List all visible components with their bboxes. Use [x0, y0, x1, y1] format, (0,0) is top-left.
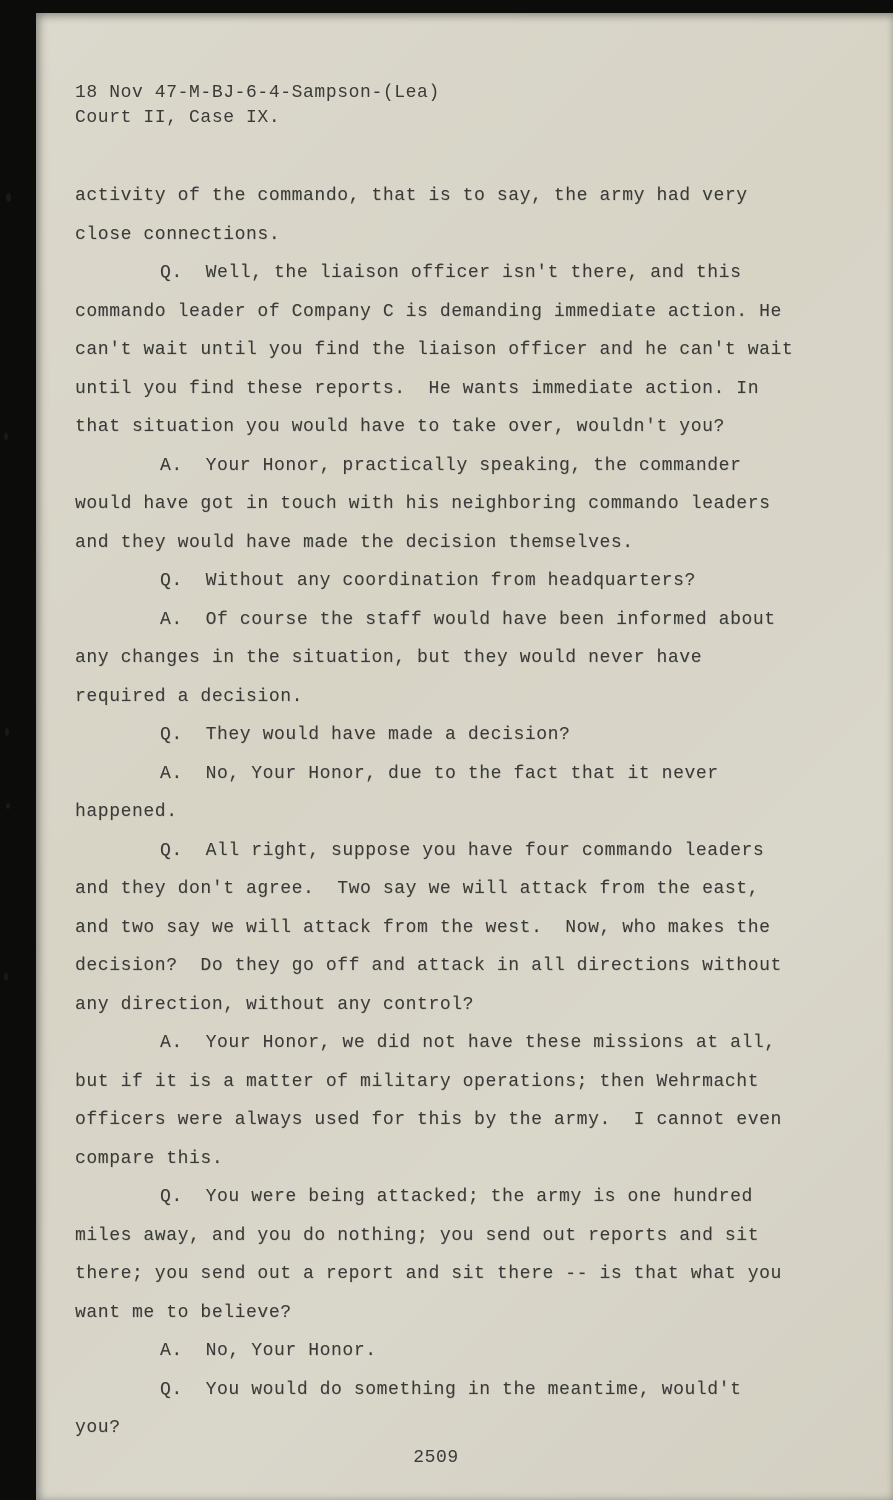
header-case-line: Court II, Case IX.	[75, 108, 281, 128]
transcript-paragraph: Q. They would have made a decision?	[160, 725, 571, 745]
transcript-paragraph: Q. Well, the liaison officer isn't there, and this commando leader of Company C is demanding immediate action. He can't wait until you find the liaison officer and he can't wait until you find these reports. He wants immediate action. In that situation you would have to take over, wouldn't you?	[75, 263, 805, 437]
scan-artifact	[5, 728, 9, 736]
page-content	[75, 81, 805, 1468]
transcript-body	[75, 177, 805, 1448]
scan-artifact	[6, 193, 11, 202]
paper-sheet	[36, 13, 893, 1500]
scan-artifact	[6, 803, 10, 809]
transcript-paragraph: A. No, Your Honor, due to the fact that it never happened.	[75, 763, 731, 822]
scan-artifact	[4, 433, 8, 440]
header-reference-line: 18 Nov 47-M-BJ-6-4-Sampson-(Lea)	[75, 83, 440, 103]
transcript-paragraph: A. Your Honor, we did not have these missions at all, but if it is a matter of military operations; then Wehrmacht officers were always used for this by the army. I cannot even compare this.	[75, 1033, 794, 1169]
transcript-paragraph: activity of the commando, that is to say, the army had very close connections.	[75, 186, 760, 245]
transcript-paragraph: A. Of course the staff would have been informed about any changes in the situation, but they would never have required a decision.	[75, 609, 788, 707]
transcript-paragraph: A. No, Your Honor.	[160, 1341, 377, 1361]
transcript-paragraph: A. Your Honor, practically speaking, the commander would have got in touch with his neighboring commando leaders and they would have made the decision themselves.	[75, 455, 782, 553]
transcript-paragraph: Q. All right, suppose you have four commando leaders and they don't agree. Two say we will attack from the east, and two say we will attack from the west. Now, who makes the decision? Do they go off and attack in all directions without any direction, without any control?	[75, 840, 794, 1015]
scan-artifact	[4, 973, 8, 981]
transcript-paragraph: Q. You would do something in the meantime, would't you?	[75, 1379, 753, 1438]
transcript-paragraph: Q. You were being attacked; the army is one hundred miles away, and you do nothing; you send out reports and sit there; you send out a report and sit there -- is that what you want me to believe?	[75, 1187, 794, 1323]
page-number: 2509	[413, 1447, 459, 1468]
transcript-paragraph: Q. Without any coordination from headquarters?	[160, 571, 696, 591]
document-header	[75, 81, 797, 131]
